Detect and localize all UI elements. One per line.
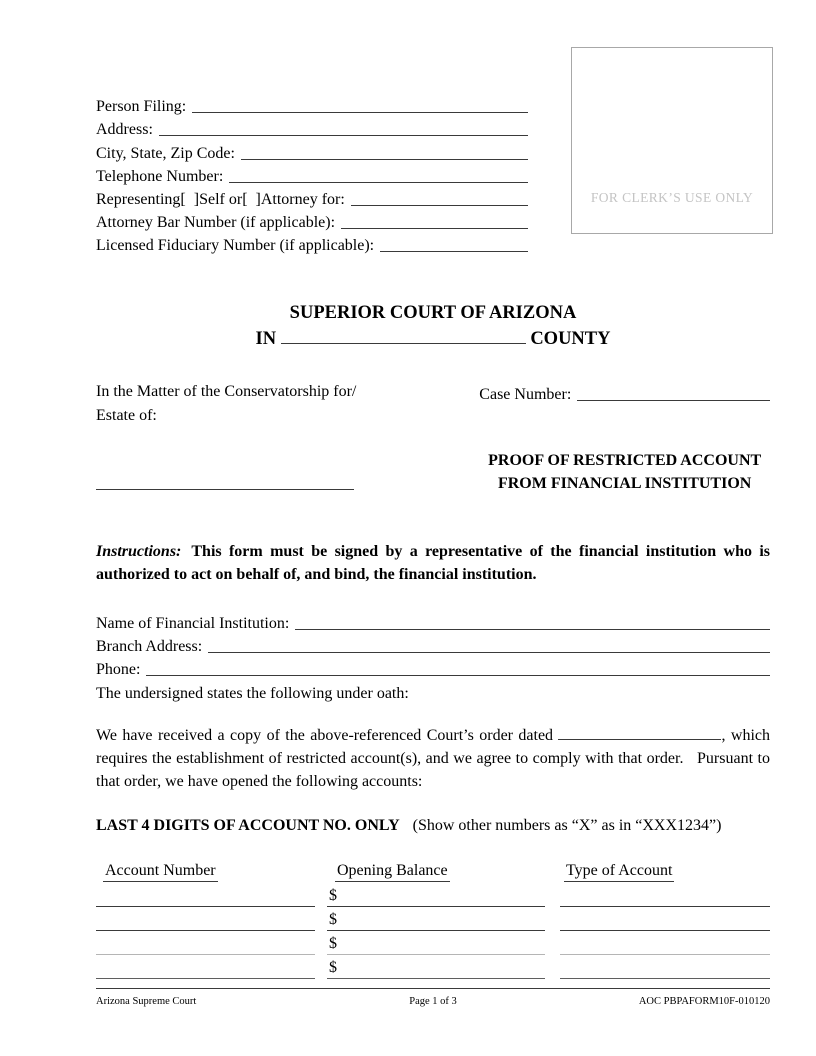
accounts-table-header [96, 861, 770, 883]
address-input[interactable] [159, 121, 528, 136]
account-number-input-1[interactable] [96, 883, 315, 907]
account-number-input-4[interactable] [96, 955, 315, 979]
institution-name-label: Name of Financial Institution: [96, 614, 290, 632]
caption-section [96, 380, 770, 495]
document-title-line1: PROOF OF RESTRICTED ACCOUNT [488, 451, 762, 469]
case-number-label: Case Number: [479, 385, 572, 403]
phone-input[interactable] [146, 661, 770, 676]
caption-left [96, 380, 479, 495]
opening-balance-header: Opening Balance [335, 861, 450, 882]
type-of-account-header: Type of Account [564, 861, 674, 882]
conservatorship-name-input[interactable] [96, 489, 354, 490]
representing-label: Representing [96, 190, 181, 208]
institution-name-input[interactable] [295, 615, 770, 630]
account-number-input-2[interactable] [96, 907, 315, 931]
opening-balance-input-2[interactable] [327, 907, 545, 931]
address-label: Address: [96, 121, 153, 139]
dollar-sign: $ [328, 934, 337, 952]
person-filing-row [96, 93, 528, 116]
opening-balance-input-1[interactable] [327, 883, 545, 907]
dollar-sign: $ [328, 958, 337, 976]
accounts-table-row [96, 931, 770, 955]
dollar-sign: $ [328, 910, 337, 928]
county-input[interactable] [281, 329, 526, 344]
oath-statement: The undersigned states the following under oath: [96, 684, 409, 702]
order-text-before: We have received a copy of the above-referenced Court’s order dated [96, 726, 554, 744]
dollar-sign: $ [328, 886, 337, 904]
instructions-paragraph [96, 540, 770, 586]
branch-address-row [96, 633, 770, 656]
city-state-zip-row [96, 139, 528, 162]
case-number-row [479, 380, 770, 403]
type-of-account-input-4[interactable] [560, 955, 770, 979]
case-number-input[interactable] [577, 386, 770, 401]
attorney-checkbox[interactable]: [ ] [242, 190, 261, 208]
county-in-label: IN [255, 329, 277, 350]
accounts-heading-row [96, 814, 770, 837]
telephone-row [96, 163, 528, 186]
city-state-zip-label: City, State, Zip Code: [96, 144, 235, 162]
type-of-account-input-3[interactable] [560, 931, 770, 955]
licensed-fiduciary-label: Licensed Fiduciary Number (if applicable): [96, 237, 375, 255]
attorney-for-label: Attorney for: [260, 190, 345, 208]
footer-page-number: Page 1 of 3 [409, 996, 457, 1007]
order-text-after: , which requires the establishment of restricted account(s), and we agree to comply with that order. Pursuant to that order, we have opened the following accounts: [96, 726, 770, 791]
filing-info-block [96, 93, 528, 255]
type-of-account-input-1[interactable] [560, 883, 770, 907]
document-title [479, 449, 770, 495]
page-footer [96, 988, 770, 1007]
accounts-table-row [96, 955, 770, 979]
person-filing-label: Person Filing: [96, 98, 187, 116]
self-or-label: Self or [199, 190, 243, 208]
clerk-use-label: FOR CLERK’S USE ONLY [590, 190, 754, 205]
branch-address-input[interactable] [208, 638, 770, 653]
county-label: COUNTY [530, 329, 611, 350]
accounts-table [96, 861, 770, 979]
licensed-fiduciary-row [96, 232, 528, 255]
telephone-label: Telephone Number: [96, 167, 224, 185]
court-title-line1: SUPERIOR COURT OF ARIZONA [289, 303, 577, 324]
attorney-bar-row [96, 209, 528, 232]
oath-row [96, 679, 770, 702]
phone-label: Phone: [96, 661, 141, 679]
accounts-table-row [96, 907, 770, 931]
matter-line2: Estate of: [96, 406, 157, 424]
accounts-table-row [96, 883, 770, 907]
type-of-account-input-2[interactable] [560, 907, 770, 931]
self-checkbox[interactable]: [ ] [180, 190, 200, 208]
institution-name-row [96, 609, 770, 632]
document-title-line2: FROM FINANCIAL INSTITUTION [497, 474, 752, 492]
attorney-bar-label: Attorney Bar Number (if applicable): [96, 214, 336, 232]
opening-balance-input-3[interactable] [327, 931, 545, 955]
footer-court-name: Arizona Supreme Court [96, 996, 197, 1007]
address-row [96, 116, 528, 139]
caption-right [479, 380, 770, 495]
accounts-heading: LAST 4 DIGITS OF ACCOUNT NO. ONLY [96, 817, 400, 835]
instructions-label: Instructions: [96, 542, 182, 560]
city-state-zip-input[interactable] [241, 145, 528, 160]
attorney-bar-input[interactable] [341, 214, 528, 229]
account-number-header: Account Number [103, 861, 218, 882]
institution-block [96, 609, 770, 702]
representing-row [96, 186, 528, 209]
branch-address-label: Branch Address: [96, 637, 203, 655]
person-filing-input[interactable] [192, 98, 528, 113]
phone-row [96, 656, 770, 679]
court-title [96, 300, 770, 352]
matter-line1: In the Matter of the Conservatorship for/ [96, 383, 357, 401]
accounts-heading-note: (Show other numbers as “X” as in “XXX1234”) [412, 817, 722, 835]
telephone-input[interactable] [229, 168, 528, 183]
licensed-fiduciary-input[interactable] [380, 237, 528, 252]
instructions-body: This form must be signed by a representative of the financial institution who is authorized to act on behalf of, and bind, the financial institution. [96, 542, 770, 584]
attorney-for-input[interactable] [351, 191, 528, 206]
order-paragraph [96, 724, 770, 794]
opening-balance-input-4[interactable] [327, 955, 545, 979]
court-title-line2 [96, 326, 770, 352]
order-date-input[interactable] [558, 725, 721, 740]
footer-form-number: AOC PBPAFORM10F-010120 [638, 996, 771, 1007]
account-number-input-3[interactable] [96, 931, 315, 955]
